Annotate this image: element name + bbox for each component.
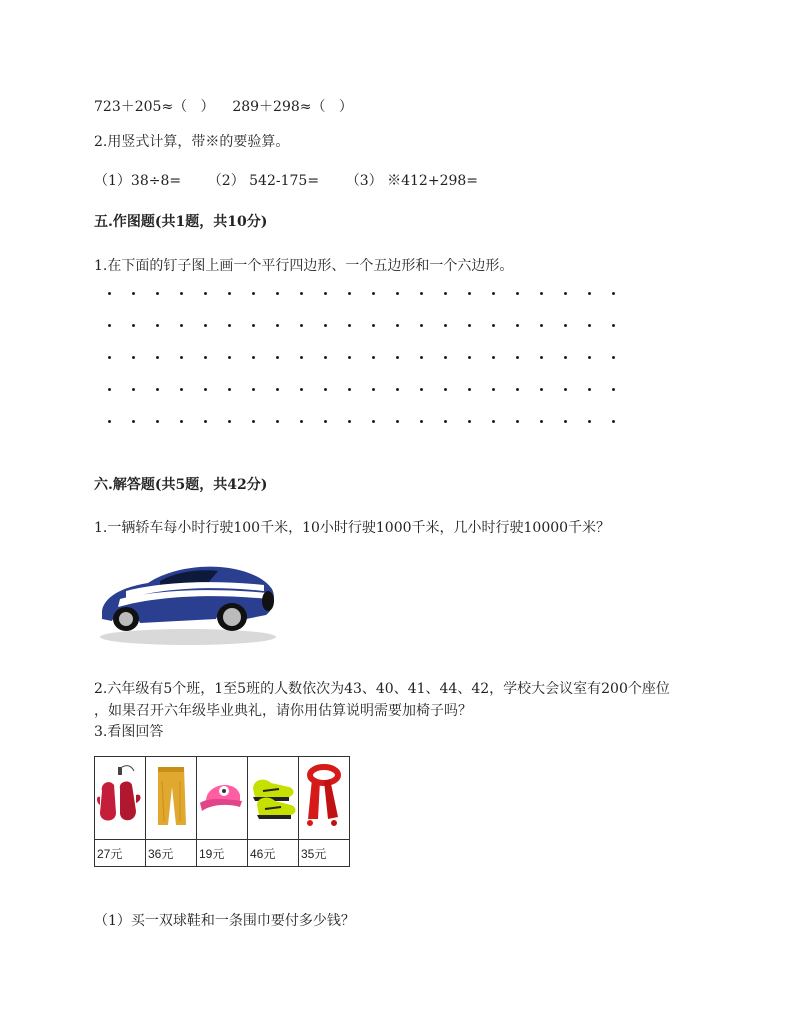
- nail-dot[interactable]: [508, 352, 532, 362]
- nail-dot[interactable]: [580, 416, 604, 426]
- nail-dot[interactable]: [508, 288, 532, 298]
- nail-dot[interactable]: [244, 288, 268, 298]
- nail-dot[interactable]: [580, 384, 604, 394]
- nail-dot[interactable]: [316, 416, 340, 426]
- nail-dot[interactable]: [364, 320, 388, 330]
- price-table: [94, 756, 350, 867]
- nail-dot[interactable]: [460, 416, 484, 426]
- nail-dot[interactable]: [412, 320, 436, 330]
- nail-dot[interactable]: [556, 288, 580, 298]
- nail-dot[interactable]: [532, 288, 556, 298]
- nail-dot[interactable]: [460, 352, 484, 362]
- nail-dot[interactable]: [244, 320, 268, 330]
- section6-q2-line1: 2.六年级有5个班，1至5班的人数依次为43、40、41、44、42，学校大会议室有200个座位: [94, 681, 670, 697]
- mittens-cell: [95, 757, 146, 840]
- nail-dot[interactable]: [292, 384, 316, 394]
- nail-dot[interactable]: [340, 288, 364, 298]
- nail-dot[interactable]: [556, 352, 580, 362]
- nail-dot[interactable]: [172, 352, 196, 362]
- nail-dot[interactable]: [508, 320, 532, 330]
- q2-items: （1）38÷8= （2） 542-175= （3） ※412+298=: [94, 173, 479, 189]
- nail-dot[interactable]: [220, 416, 244, 426]
- nail-dot[interactable]: [388, 352, 412, 362]
- section5-q1: 1.在下面的钉子图上画一个平行四边形、一个五边形和一个六边形。: [94, 258, 514, 274]
- nail-dot[interactable]: [364, 416, 388, 426]
- nail-dot[interactable]: [268, 384, 292, 394]
- nail-dot[interactable]: [556, 384, 580, 394]
- nail-dot[interactable]: [292, 416, 316, 426]
- nail-dot[interactable]: [484, 384, 508, 394]
- nail-dot[interactable]: [292, 320, 316, 330]
- nail-dot[interactable]: [460, 384, 484, 394]
- nail-dot[interactable]: [316, 384, 340, 394]
- nail-dot[interactable]: [124, 288, 148, 298]
- nail-row: [100, 384, 628, 416]
- nail-dot[interactable]: [220, 320, 244, 330]
- nail-dot[interactable]: [220, 352, 244, 362]
- nail-dot[interactable]: [436, 384, 460, 394]
- nail-dot[interactable]: [580, 320, 604, 330]
- nail-dot[interactable]: [484, 320, 508, 330]
- section6-heading: 六.解答题(共5题，共42分): [94, 477, 268, 493]
- nail-dot[interactable]: [268, 416, 292, 426]
- nail-dot[interactable]: [436, 288, 460, 298]
- nail-dot[interactable]: [364, 288, 388, 298]
- nail-dot[interactable]: [220, 384, 244, 394]
- nail-dot[interactable]: [172, 416, 196, 426]
- nail-row: [100, 416, 628, 448]
- nail-dot[interactable]: [316, 352, 340, 362]
- nail-dot[interactable]: [412, 288, 436, 298]
- nail-dot[interactable]: [364, 384, 388, 394]
- nail-dot[interactable]: [436, 416, 460, 426]
- nail-dot[interactable]: [268, 320, 292, 330]
- nail-dot[interactable]: [172, 320, 196, 330]
- nail-dot[interactable]: [148, 384, 172, 394]
- nail-dot[interactable]: [388, 384, 412, 394]
- nail-dot[interactable]: [604, 384, 628, 394]
- nail-dot[interactable]: [580, 288, 604, 298]
- nail-dot[interactable]: [292, 288, 316, 298]
- nail-dot[interactable]: [100, 384, 124, 394]
- section6-q3-sub1: （1）买一双球鞋和一条围巾要付多少钱？: [94, 913, 355, 929]
- nail-dot[interactable]: [244, 384, 268, 394]
- pants-cell: [146, 757, 197, 840]
- nail-dot[interactable]: [316, 320, 340, 330]
- nail-dot[interactable]: [220, 288, 244, 298]
- nail-dot[interactable]: [292, 352, 316, 362]
- nail-dot[interactable]: [100, 320, 124, 330]
- nail-dot[interactable]: [604, 352, 628, 362]
- nail-dot[interactable]: [436, 352, 460, 362]
- price-scarf: 35元: [299, 840, 350, 867]
- price-cap: 19元: [197, 840, 248, 867]
- cap-image: [198, 771, 246, 821]
- pants-image: [150, 761, 192, 831]
- section6-q3: 3.看图回答: [94, 724, 164, 740]
- nail-dot[interactable]: [604, 320, 628, 330]
- price-mittens: 27元: [95, 840, 146, 867]
- nail-dot[interactable]: [172, 384, 196, 394]
- scarf-image: [300, 761, 348, 831]
- section6-q1: 1.一辆轿车每小时行驶100千米，10小时行驶1000千米，几小时行驶10000千米？: [94, 520, 611, 536]
- nail-dot[interactable]: [484, 352, 508, 362]
- nail-dot[interactable]: [436, 320, 460, 330]
- nail-dot[interactable]: [532, 416, 556, 426]
- nail-dot[interactable]: [340, 320, 364, 330]
- nail-dot[interactable]: [316, 288, 340, 298]
- nail-dot[interactable]: [484, 416, 508, 426]
- nail-dot[interactable]: [364, 352, 388, 362]
- nail-dot[interactable]: [100, 288, 124, 298]
- nail-dot[interactable]: [604, 288, 628, 298]
- nail-dot[interactable]: [196, 384, 220, 394]
- nail-dot[interactable]: [148, 352, 172, 362]
- section5-heading: 五.作图题(共1题，共10分): [94, 214, 268, 230]
- nail-row: [100, 320, 628, 352]
- nail-dot[interactable]: [244, 416, 268, 426]
- sneakers-cell: [248, 757, 299, 840]
- nail-dot[interactable]: [340, 384, 364, 394]
- price-pants: 36元: [146, 840, 197, 867]
- q2-title: 2.用竖式计算，带※的要验算。: [94, 134, 290, 150]
- nail-dot[interactable]: [412, 352, 436, 362]
- nail-dot[interactable]: [412, 384, 436, 394]
- nail-dot[interactable]: [268, 352, 292, 362]
- nail-dot[interactable]: [532, 384, 556, 394]
- nail-dot[interactable]: [388, 320, 412, 330]
- scarf-cell: [299, 757, 350, 840]
- nail-dot[interactable]: [124, 416, 148, 426]
- nail-dot[interactable]: [124, 320, 148, 330]
- nail-dot[interactable]: [172, 288, 196, 298]
- nail-board[interactable]: [100, 288, 628, 448]
- nail-dot[interactable]: [268, 288, 292, 298]
- nail-dot[interactable]: [196, 352, 220, 362]
- nail-dot[interactable]: [460, 320, 484, 330]
- nail-dot[interactable]: [460, 288, 484, 298]
- nail-dot[interactable]: [484, 288, 508, 298]
- nail-dot[interactable]: [148, 288, 172, 298]
- price-sneakers: 46元: [248, 840, 299, 867]
- nail-row: [100, 288, 628, 320]
- nail-dot[interactable]: [196, 416, 220, 426]
- nail-dot[interactable]: [580, 352, 604, 362]
- nail-dot[interactable]: [100, 416, 124, 426]
- nail-dot[interactable]: [124, 352, 148, 362]
- nail-dot[interactable]: [100, 352, 124, 362]
- nail-dot[interactable]: [556, 320, 580, 330]
- nail-dot[interactable]: [388, 416, 412, 426]
- nail-dot[interactable]: [604, 416, 628, 426]
- nail-dot[interactable]: [412, 416, 436, 426]
- nail-dot[interactable]: [532, 320, 556, 330]
- nail-dot[interactable]: [148, 320, 172, 330]
- sports-car-image: [96, 553, 278, 647]
- nail-dot[interactable]: [196, 320, 220, 330]
- nail-dot[interactable]: [340, 416, 364, 426]
- nail-dot[interactable]: [244, 352, 268, 362]
- nail-dot[interactable]: [508, 384, 532, 394]
- nail-dot[interactable]: [340, 352, 364, 362]
- cap-cell: [197, 757, 248, 840]
- nail-row: [100, 352, 628, 384]
- mittens-image: [96, 761, 144, 831]
- nail-dot[interactable]: [508, 416, 532, 426]
- nail-dot[interactable]: [388, 288, 412, 298]
- sneakers-image: [249, 769, 297, 823]
- section6-q2-line2: ，如果召开六年级毕业典礼，请你用估算说明需要加椅子吗？: [94, 703, 472, 719]
- nail-dot[interactable]: [556, 416, 580, 426]
- estimate-line: 723＋205≈（ ） 289＋298≈（ ）: [94, 99, 353, 115]
- nail-dot[interactable]: [148, 416, 172, 426]
- nail-dot[interactable]: [124, 384, 148, 394]
- nail-dot[interactable]: [196, 288, 220, 298]
- nail-dot[interactable]: [532, 352, 556, 362]
